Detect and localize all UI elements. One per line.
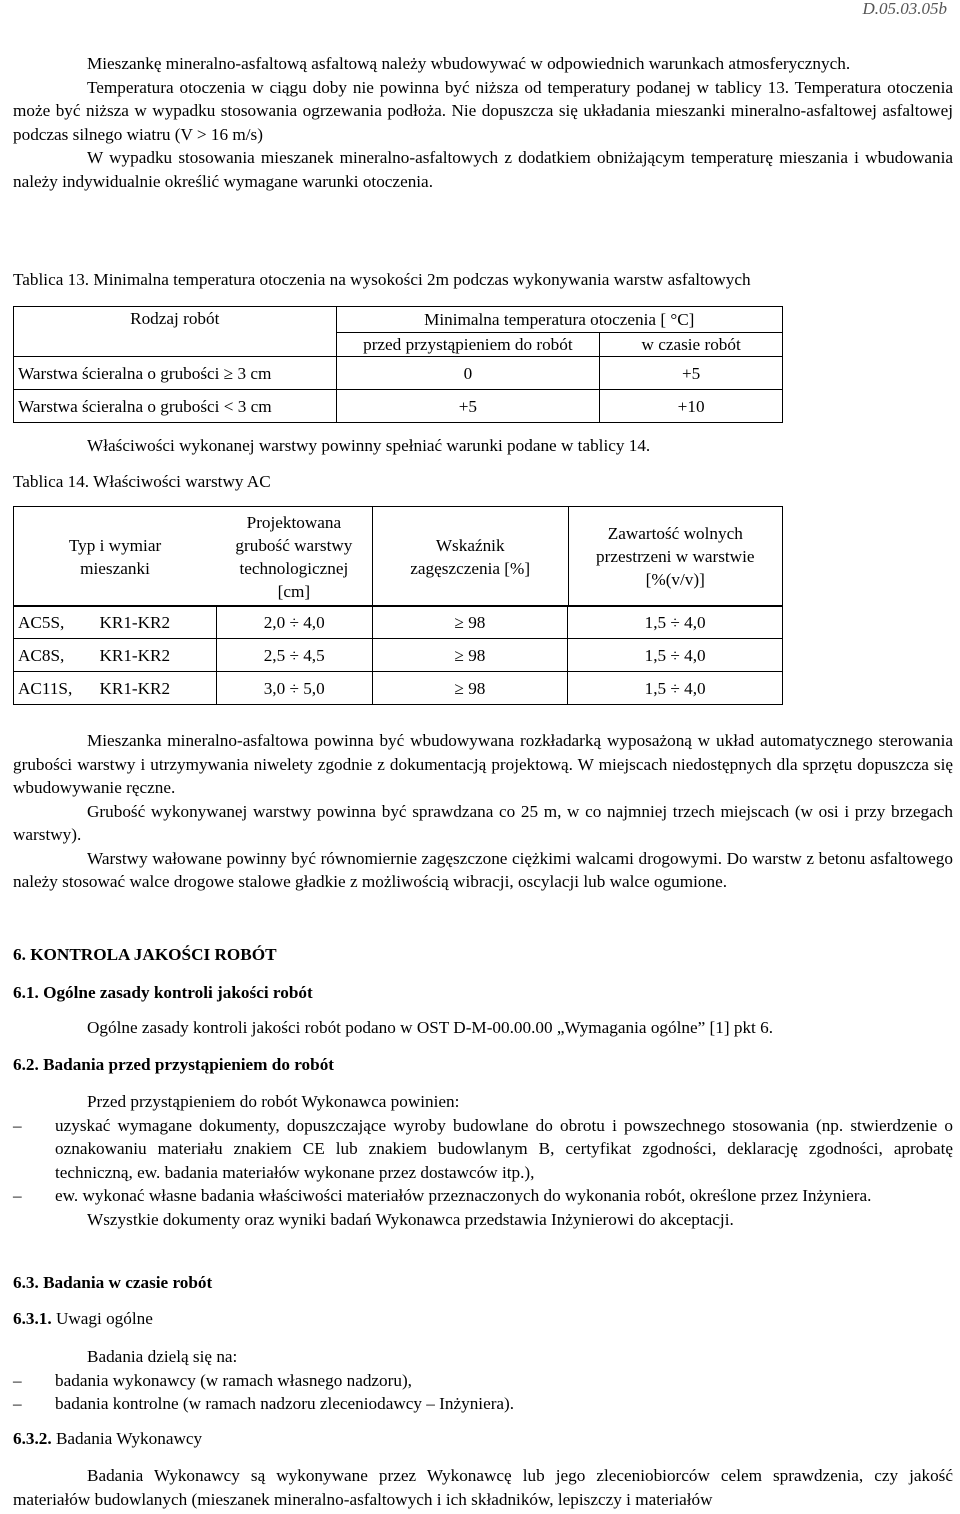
- table13: [13, 306, 783, 423]
- table14-voids: 1,5 ÷ 4,0: [568, 672, 783, 705]
- table-row: [14, 672, 783, 705]
- document-code: D.05.03.05b: [862, 0, 947, 18]
- between-tables-text: Właściwości wykonanej warstwy powinny spełniać warunki podane w tablicy 14.: [87, 436, 651, 455]
- table14-compaction: ≥ 98: [372, 672, 568, 705]
- list-dash: –: [13, 1186, 22, 1205]
- section-6-1-text: Ogólne zasady kontroli jakości robót podano w OST D-M-00.00.00 „Wymagania ogólne” [1] pkt 6.: [87, 1018, 774, 1037]
- section-6-2-title: 6.2. Badania przed przystąpieniem do robót: [13, 1055, 335, 1074]
- table14-compaction: ≥ 98: [372, 639, 568, 672]
- intro-paragraph-1: Mieszankę mineralno-asfaltową asfaltową należy wbudowywać w odpowiednich warunkach atmosferycznych.: [87, 54, 851, 73]
- section-6-3-1-number: 6.3.1.: [13, 1309, 52, 1328]
- section-6-1-title: 6.1. Ogólne zasady kontroli jakości robót: [13, 983, 313, 1002]
- list-item: [13, 1369, 953, 1393]
- table14-header-thickness: Projektowana grubość warstwy technologicznej [cm]: [235, 512, 353, 601]
- table14-type: AC5S,: [14, 606, 96, 639]
- section-6-3-2-title: Badania Wykonawcy: [51, 1429, 203, 1448]
- table13-caption: Tablica 13. Minimalna temperatura otoczenia na wysokości 2m podczas wykonywania warstw asfaltowych: [13, 270, 751, 289]
- table13-cell-before: +5: [336, 390, 600, 423]
- after-paragraph-2: Grubość wykonywanej warstwy powinna być sprawdzana co 25 m, w co najmniej trzech miejscach (w osi i przy brzegach warstwy).: [13, 801, 953, 844]
- table14-body: [13, 605, 783, 705]
- table-row: [14, 606, 783, 639]
- section-6-3-2-block: [13, 1464, 953, 1511]
- table14-header-type: Typ i wymiar mieszanki: [68, 535, 162, 578]
- section-6-3-1-heading: [13, 1309, 953, 1329]
- section-6-3-1-lead: Badania dzielą się na:: [87, 1347, 238, 1366]
- table14-thickness: 2,0 ÷ 4,0: [216, 606, 372, 639]
- section-6-3-2-heading: [13, 1429, 953, 1449]
- table14-voids: 1,5 ÷ 4,0: [568, 606, 783, 639]
- table14: [13, 506, 783, 607]
- table13-row-label: Warstwa ścieralna o grubości ≥ 3 cm: [14, 357, 337, 390]
- list-dash: –: [13, 1394, 22, 1413]
- list-dash: –: [13, 1115, 22, 1135]
- section-6-2-block: [13, 1090, 953, 1231]
- section-6-3-2-number: 6.3.2.: [13, 1429, 52, 1448]
- table13-header-temp: Minimalna temperatura otoczenia [ °C]: [336, 307, 782, 333]
- intro-paragraph-2: Temperatura otoczenia w ciągu doby nie powinna być niższa od temperatury podanej w tablicy 13. Temperatura otoczenia może być niższa w wypadku stosowania ogrzewania podłoża. Nie dopuszcza się układania mieszanki mineralno-asfaltowej asfaltowej podczas silnego wiatru (V > 16 m/s): [13, 77, 953, 144]
- list-item: [13, 1114, 953, 1185]
- table14-thickness: 2,5 ÷ 4,5: [216, 639, 372, 672]
- table13-cell-before: 0: [336, 357, 600, 390]
- section-6-2-end: Wszystkie dokumenty oraz wyniki badań Wykonawca przedstawia Inżynierowi do akceptacji.: [87, 1209, 734, 1229]
- section-6-2-lead: Przed przystąpieniem do robót Wykonawca powinien:: [87, 1092, 460, 1111]
- list-item-text: badania kontrolne (w ramach nadzoru zleceniodawcy – Inżyniera).: [55, 1394, 515, 1413]
- after-paragraph-1: Mieszanka mineralno-asfaltowa powinna być wbudowywana rozkładarką wyposażoną w układ automatycznego sterowania grubości warstwy i utrzymywania niwelety zgodnie z dokumentacją projektową. W miejscach niedostępnych dla sprzętu dopuszcza się wbudowywanie ręczne.: [13, 731, 953, 797]
- section-6-3-2-text: Badania Wykonawcy są wykonywane przez Wykonawcę lub jego zleceniobiorców celem sprawdzenia, czy jakość materiałów budowlanych (mieszanek mineralno-asfaltowych i ich składników, lepiszczy i materiałów: [13, 1466, 953, 1509]
- section-6-title: 6. KONTROLA JAKOŚCI ROBÓT: [13, 945, 277, 964]
- table14-type: AC11S,: [14, 672, 96, 705]
- list-item: [13, 1392, 953, 1416]
- table14-kr: KR1-KR2: [95, 606, 216, 639]
- table14-thickness: 3,0 ÷ 5,0: [216, 672, 372, 705]
- section-6-3-1-block: [13, 1345, 953, 1416]
- table14-header-type-cell: [14, 507, 373, 607]
- after-paragraph-3: Warstwy wałowane powinny być równomiernie zagęszczone ciężkimi walcami drogowymi. Do warstw z betonu asfaltowego należy stosować walce drogowe stalowe gładkie z możliwością wibracji, oscylacji lub walce ogumione.: [13, 848, 953, 891]
- table14-kr: KR1-KR2: [95, 639, 216, 672]
- table13-header-during: w czasie robót: [600, 333, 783, 357]
- table14-type: AC8S,: [14, 639, 96, 672]
- after-block: [13, 729, 953, 894]
- table14-kr: KR1-KR2: [95, 672, 216, 705]
- list-item-text: badania wykonawcy (w ramach własnego nadzoru),: [55, 1370, 412, 1390]
- table13-header-work: Rodzaj robót: [14, 307, 337, 357]
- table13-row-label: Warstwa ścieralna o grubości < 3 cm: [14, 390, 337, 423]
- list-item-text: ew. wykonać własne badania właściwości materiałów przeznaczonych do wykonania robót, określone przez Inżyniera.: [55, 1186, 872, 1205]
- section-6-3-title: 6.3. Badania w czasie robót: [13, 1273, 213, 1292]
- table14-voids: 1,5 ÷ 4,0: [568, 639, 783, 672]
- section-6-3-1-title: Uwagi ogólne: [51, 1309, 153, 1328]
- intro-block: [13, 52, 953, 193]
- intro-paragraph-3: W wypadku stosowania mieszanek mineralno-asfaltowych z dodatkiem obniżającym temperaturę mieszania i wbudowania należy indywidualnie określić wymagane warunki otoczenia.: [13, 148, 953, 191]
- list-dash: –: [13, 1370, 22, 1390]
- table-row: [14, 639, 783, 672]
- list-item-text: uzyskać wymagane dokumenty, dopuszczające wyroby budowlane do obrotu i powszechnego stosowania (np. stwierdzenie o oznakowaniu materiału znakiem CE lub znakiem budowlanym B, certyfikat zgodności, deklarację zgodności, aprobatę techniczną, ew. badania materiałów wykonane przez dostawców itp.),: [55, 1115, 953, 1182]
- table14-caption: Tablica 14. Właściwości warstwy AC: [13, 472, 271, 491]
- table13-cell-during: +5: [600, 357, 783, 390]
- table14-header-compaction: Wskaźnik zagęszczenia [%]: [372, 507, 568, 607]
- table14-compaction: ≥ 98: [372, 606, 568, 639]
- table13-cell-during: +10: [600, 390, 783, 423]
- table14-header-voids: Zawartość wolnych przestrzeni w warstwie [%(v/v)]: [568, 507, 782, 607]
- list-item: [13, 1184, 953, 1208]
- table13-header-before: przed przystąpieniem do robót: [336, 333, 600, 357]
